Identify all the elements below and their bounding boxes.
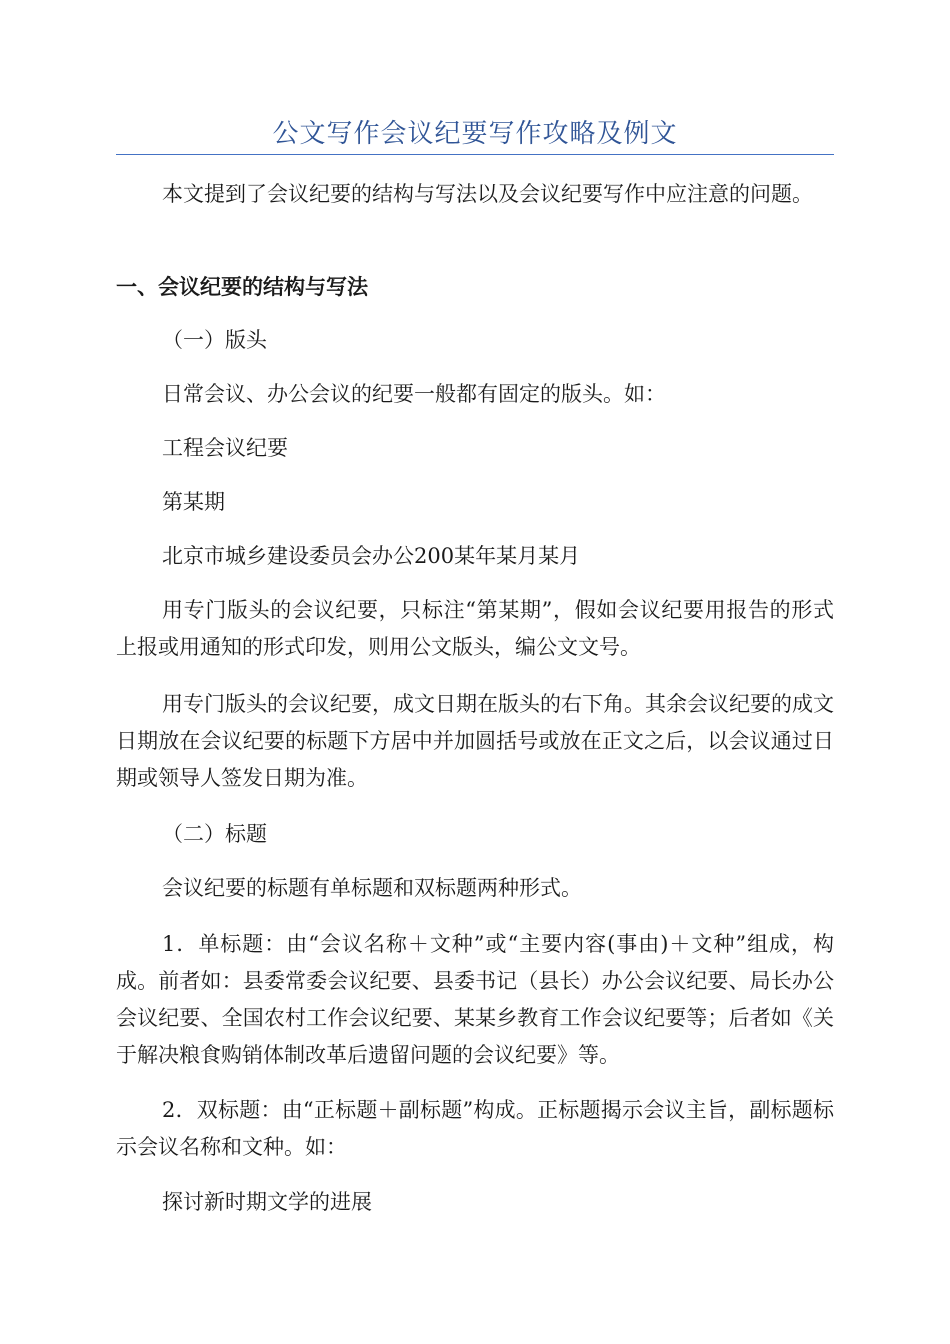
paragraph-double-title: 2．双标题：由“正标题＋副标题”构成。正标题揭示会议主旨，副标题标示会议名称和文种。如： xyxy=(116,1098,834,1159)
paragraph-single-title: 1．单标题：由“会议名称＋文种”或“主要内容(事由)＋文种”组成，构成。前者如：县委常委会议纪要、县委书记（县长）办公会议纪要、局长办公会议纪要、全国农村工作会议纪要、某某乡教育工作会议纪要等；后者如《关于解决粮食购销体制改革后遗留问题的会议纪要》等。 xyxy=(116,932,834,1067)
paragraph-masthead-date: 用专门版头的会议纪要，成文日期在版头的右下角。其余会议纪要的成文日期放在会议纪要的标题下方居中并加圆括号或放在正文之后，以会议通过日期或领导人签发日期为准。 xyxy=(116,692,834,790)
title-underline xyxy=(116,154,834,155)
example-line-2: 第某期 xyxy=(162,490,225,514)
example-line-1: 工程会议纪要 xyxy=(162,436,288,460)
paragraph-masthead-intro: 日常会议、办公会议的纪要一般都有固定的版头。如： xyxy=(162,382,666,406)
section-heading-1: 一、会议纪要的结构与写法 xyxy=(116,274,368,299)
example-line-3: 北京市城乡建设委员会办公200某年某月某月 xyxy=(162,544,581,568)
document-title: 公文写作会议纪要写作攻略及例文 xyxy=(272,119,678,149)
paragraph-title-forms: 会议纪要的标题有单标题和双标题两种形式。 xyxy=(162,876,582,900)
subsection-heading-title: （二）标题 xyxy=(162,822,267,846)
example-double-title: 探讨新时期文学的进展 xyxy=(162,1190,372,1214)
subsection-heading-masthead: （一）版头 xyxy=(162,328,267,352)
paragraph-masthead-numbering: 用专门版头的会议纪要，只标注“第某期”，假如会议纪要用报告的形式上报或用通知的形式印发，则用公文版头，编公文文号。 xyxy=(116,598,834,659)
intro-paragraph: 本文提到了会议纪要的结构与写法以及会议纪要写作中应注意的问题。 xyxy=(162,182,813,206)
